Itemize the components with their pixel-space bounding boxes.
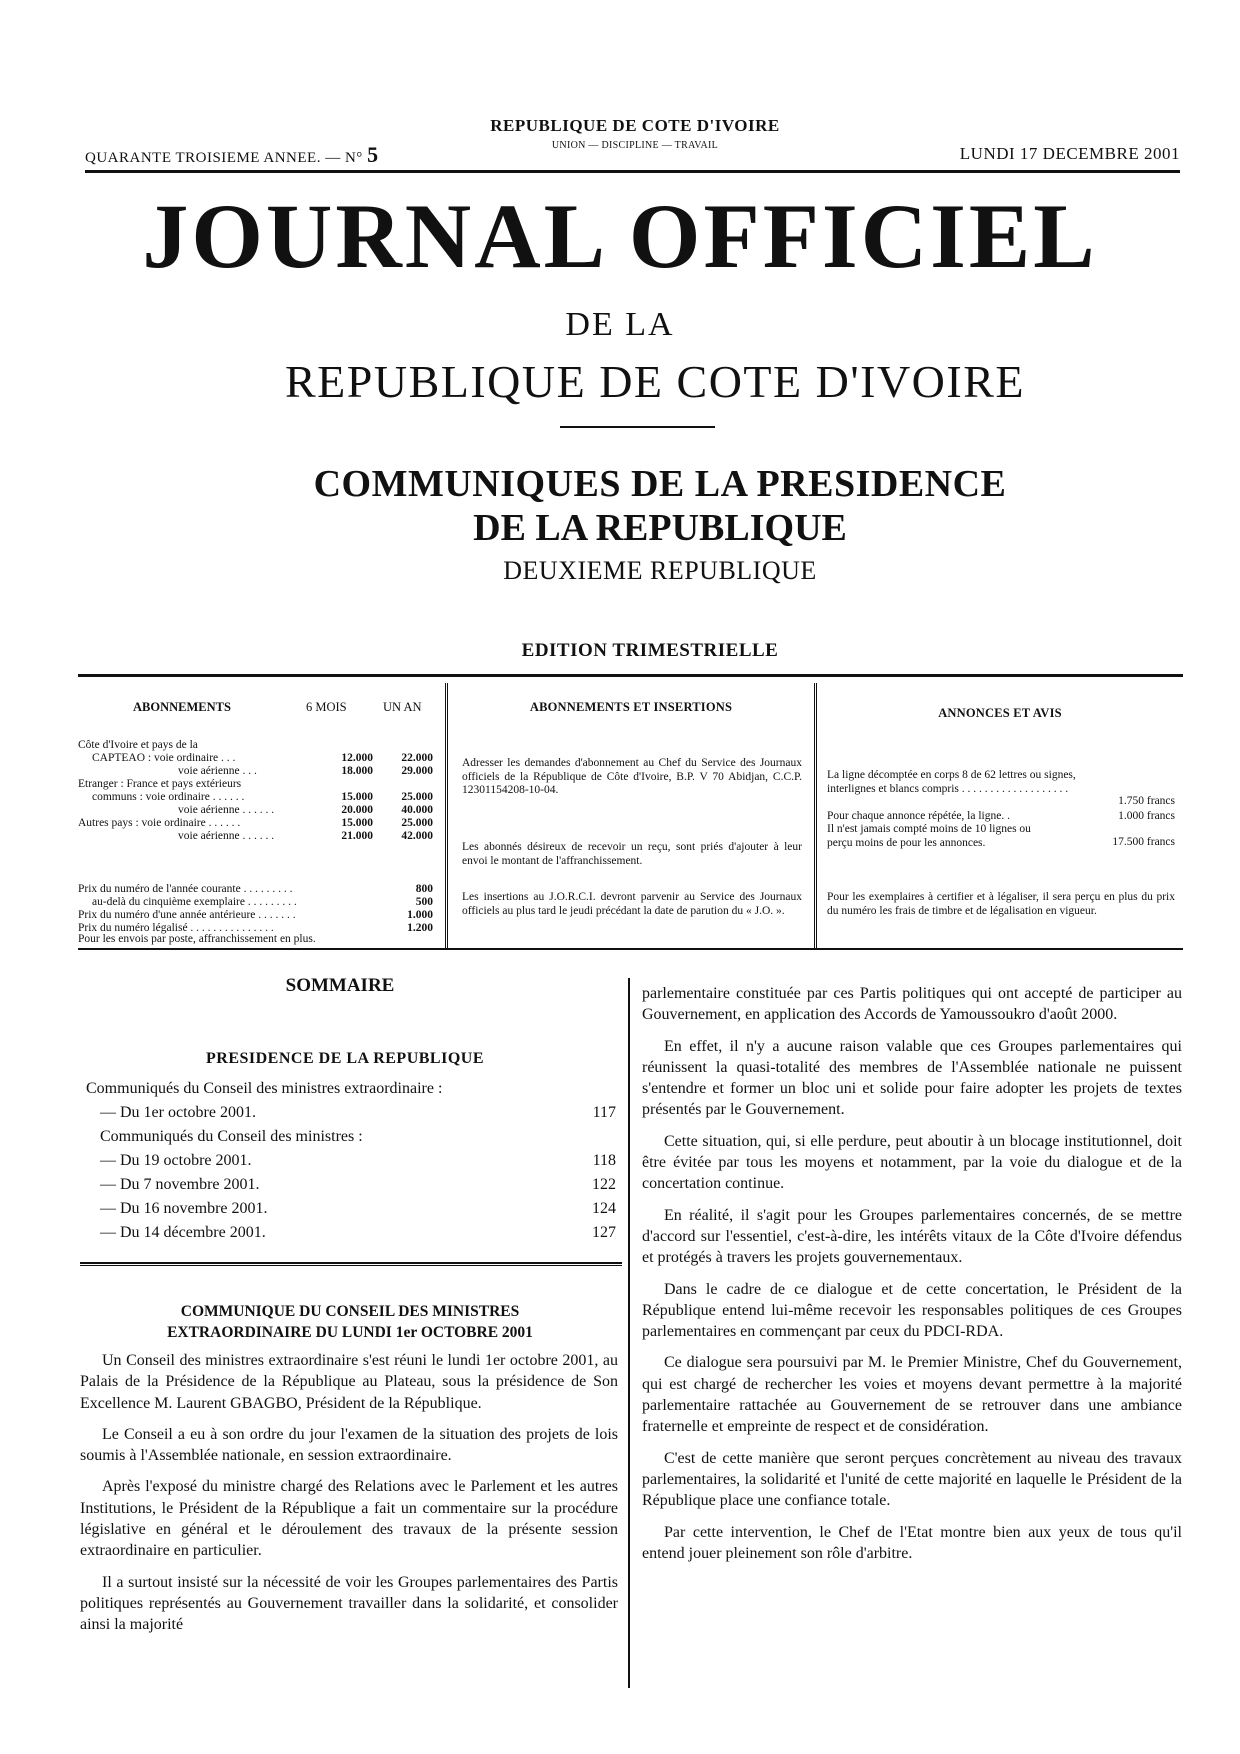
subscriptions-title: ABONNEMENTS [133,700,231,714]
sommaire-rule [80,1262,622,1266]
article-paragraph: Dans le cadre de ce dialogue et de cette concertation, le Président de la République entend lui-même recevoir les responsables politiques de ces Groupes parlementaires en commençant par ceux du PDCI-RDA. [642,1280,1182,1341]
annonces-legalisation-note: Pour les exemplaires à certifier et à légaliser, il sera perçu en plus du prix du numéro les frais de timbre et de légalisation en vigueur. [827,891,1175,917]
annonces-title: ANNONCES ET AVIS [938,706,1062,720]
toc-item: — Du 7 novembre 2001. [100,1176,260,1193]
issue-year-number [85,142,379,168]
sommaire-title: SOMMAIRE [285,975,395,996]
subscription-label: voie aérienne . . . . . . [178,804,275,816]
republic-header [465,116,805,151]
toc-item: — Du 1er octobre 2001. [100,1104,256,1121]
section-line-2: DE LA REPUBLIQUE [473,507,847,549]
issue-date: LUNDI 17 DECEMBRE 2001 [959,144,1180,163]
masthead-de-la: DE LA [565,306,675,343]
insertions-receipt: Les abonnés désireux de recevoir un reçu, sont priés d'ajouter à leur envoi le montant de l'affranchissement. [462,841,802,867]
subscriptions-column: ABONNEMENTS 6 MOIS UN AN Côte d'Ivoire et pays de la CAPTEAO : voie ordinaire . . . 12.000 22.000 voie aérienne . . . 18.000 29.000 Etranger : France et pays extérieurs communs : voie ordinaire . . . . . . 15.000 25.000 voie aérienne . . . . . . 20.000 40.000 Autres pays : voie ordinaire . . . . . . 15.000 25.000 voie aérienne . . . . . . 21.000 42.000 Prix du numéro de l'année courante . . . . . . . . . 800 au-delà du cinquième exemplaire . . . . . . . . . 500 Prix du numéro d'une année antérieure . . . . . . . 1.000 Prix du numéro légalisé . . . . . . . . . . . . . . . 1.200 Pour les envois par poste, affranchissement en plus. [78,700,433,945]
insertions-address: Adresser les demandes d'abonnement au Chef du Service des Journaux officiels de la République de Côte d'Ivoire, B.P. V 70 Abidjan, C.C.P. 12301154208-10-04. [462,757,802,796]
toc-page-number: 118 [592,1152,616,1169]
issue-price-label: Prix du numéro d'une année antérieure . . . . . . . [78,909,296,921]
price-six-months: 20.000 [341,804,373,816]
article-paragraph: Il a surtout insisté sur la nécessité de voir les Groupes parlementaires des Partis politiques représentés au Gouvernement travailler dans la solidarité, et consolider ainsi la majorité [80,1573,618,1634]
six-months-header: 6 MOIS [306,700,347,714]
toc-page-number: 127 [592,1224,616,1241]
article-paragraph: Après l'exposé du ministre chargé des Relations avec le Parlement et les autres Institutions, le Président de la République a fait un commentaire sur la procédure législative en général et le déroulement des travaux de la présente session extraordinaire en particulier. [80,1478,618,1560]
issue-number: 5 [367,142,379,167]
republic-motto: UNION — DISCIPLINE — TRAVAIL [551,140,719,151]
issue-price-value: 800 [415,883,433,895]
subscription-label: Autres pays : voie ordinaire . . . . . . [78,817,241,829]
article-paragraph: En réalité, il s'agit pour les Groupes parlementaires concernés, de se mettre d'accord sur l'essentiel, c'est-à-dire, les intérêts vitaux de la Côte d'Ivoire défendus et protégés à travers les projets gouvernementaux. [642,1206,1182,1267]
toc-page-number: 122 [592,1176,616,1193]
article-right-column [642,983,1182,1574]
issue-price-label: Prix du numéro de l'année courante . . . . . . . . . [78,883,293,895]
annonces-column [817,677,1183,948]
toc-page-number: 124 [592,1200,616,1217]
article-paragraph: Ce dialogue sera poursuivi par M. le Premier Ministre, Chef du Gouvernement, qui est chargé de rechercher les voies et moyens devant permettre à la majorité parlementaire rattachée au Gouvernement de se retrouver dans une ambiance fraternelle et empreinte de respect et de considération. [642,1354,1182,1436]
issue-price-label: Prix du numéro légalisé . . . . . . . . . . . . . . . [78,922,274,934]
column-divider [628,978,630,1688]
price-six-months: 18.000 [341,765,373,777]
insertions-title: ABONNEMENTS ET INSERTIONS [529,700,733,714]
price-one-year: 22.000 [401,752,433,764]
annonce-rate-line: La ligne décomptée en corps 8 de 62 lettres ou signes, interlignes et blancs compris . . . . . . . . . . . . . . . . . . . 1.750 francs [827,769,1175,807]
subscription-label: Etranger : France et pays extérieurs [78,778,242,790]
price-six-months: 15.000 [341,791,373,803]
article-paragraph: Un Conseil des ministres extraordinaire s'est réuni le lundi 1er octobre 2001, au Palais de la Présidence de la République au Plateau, sous la présidence de Son Excellence M. Laurent GBAGBO, Président de la République. [80,1352,618,1412]
masthead-republic: REPUBLIQUE DE COTE D'IVOIRE [284,356,1025,407]
toc-item: — Du 16 novembre 2001. [100,1200,268,1217]
republic-name: REPUBLIQUE DE COTE D'IVOIRE [490,116,780,135]
edition-label: EDITION TRIMESTRIELLE [521,640,779,661]
subscription-table [78,674,1183,950]
number-prefix: N° [344,150,363,166]
toc-item: — Du 19 octobre 2001. [100,1152,252,1169]
article-title-line-2: EXTRAORDINAIRE DU LUNDI 1er OCTOBRE 2001 [167,1324,533,1341]
annonce-minimum-line: Il n'est jamais compté moins de 10 lignes ou perçu moins de pour les annonces. 17.500 francs [827,823,1175,849]
price-one-year: 25.000 [401,817,433,829]
price-one-year: 40.000 [401,804,433,816]
header-rule [85,170,1180,173]
toc-page-number: 117 [592,1104,616,1121]
price-one-year: 29.000 [401,765,433,777]
section-line-3: DEUXIEME REPUBLIQUE [503,556,817,585]
article-continuation: parlementaire constituée par ces Partis politiques qui ont accepté de participer au Gouvernement, en application des Accords de Yamoussoukro d'août 2000. [642,985,1182,1024]
top-header [85,100,1180,170]
subscription-label: voie aérienne . . . [178,765,257,777]
article-paragraph: En effet, il n'y a aucune raison valable que ces Groupes parlementaires qui réunissent la quasi-totalité des membres de l'Assemblée nationale ne puissent s'entendre et former un bloc uni et solide pour faire adopter les projets de textes présentés par le Gouvernement. [642,1037,1182,1119]
subscription-label: voie aérienne . . . . . . [178,830,275,842]
toc-group-ordinaire: Communiqués du Conseil des ministres : [100,1128,363,1145]
masthead-title: JOURNAL OFFICIEL [142,185,1098,287]
price-six-months: 21.000 [341,830,373,842]
subscription-label: communs : voie ordinaire . . . . . . [92,791,245,803]
annonce-repeat-line: Pour chaque annonce répétée, la ligne. . 1.000 francs [827,810,1175,822]
toc-group-extraordinaire: Communiqués du Conseil des ministres extraordinaire : [86,1080,443,1097]
section-line-1: COMMUNIQUES DE LA PRESIDENCE [313,463,1007,505]
price-six-months: 12.000 [341,752,373,764]
price-one-year: 42.000 [401,830,433,842]
price-six-months: 15.000 [341,817,373,829]
issue-price-value: 500 [415,896,433,908]
article-paragraph: Le Conseil a eu à son ordre du jour l'examen de la situation des projets de lois soumis à l'Assemblée nationale, en session extraordinaire. [80,1425,618,1465]
masthead-divider [560,426,715,428]
article-paragraph: Cette situation, qui, si elle perdure, peut aboutir à un blocage institutionnel, doit être évitée par tous les moyens et notamment, par la voie du dialogue et de la concertation continue. [642,1132,1182,1193]
issue-price-label: au-delà du cinquième exemplaire . . . . . . . . . [92,896,297,908]
subscription-label: CAPTEAO : voie ordinaire . . . [92,752,236,764]
insertions-deadline: Les insertions au J.O.R.C.I. devront parvenir au Service des Journaux officiels au plus tard le jeudi précédant la date de parution du « J.O. ». [462,891,802,917]
year-line: QUARANTE TROISIEME ANNEE. — [85,150,341,166]
article-paragraph: Par cette intervention, le Chef de l'Etat montre bien aux yeux de tous qu'il entend jouer pleinement son rôle d'arbitre. [642,1523,1182,1562]
insertions-column [448,677,814,948]
article-paragraph: C'est de cette manière que seront perçues concrètement au niveau des travaux parlementaires, la solidarité et l'unité de cette majorité en laquelle le Président de la République place une confiance totale. [642,1449,1182,1510]
article-title-line-1: COMMUNIQUE DU CONSEIL DES MINISTRES [180,1303,520,1320]
issue-price-value: 1.000 [407,909,433,921]
sommaire-section: PRESIDENCE DE LA REPUBLIQUE [206,1050,484,1067]
issue-price-value: 1.200 [407,922,433,934]
article-left-column [80,1350,618,1646]
toc-item: — Du 14 décembre 2001. [100,1224,266,1241]
price-one-year: 25.000 [401,791,433,803]
one-year-header: UN AN [383,700,422,714]
